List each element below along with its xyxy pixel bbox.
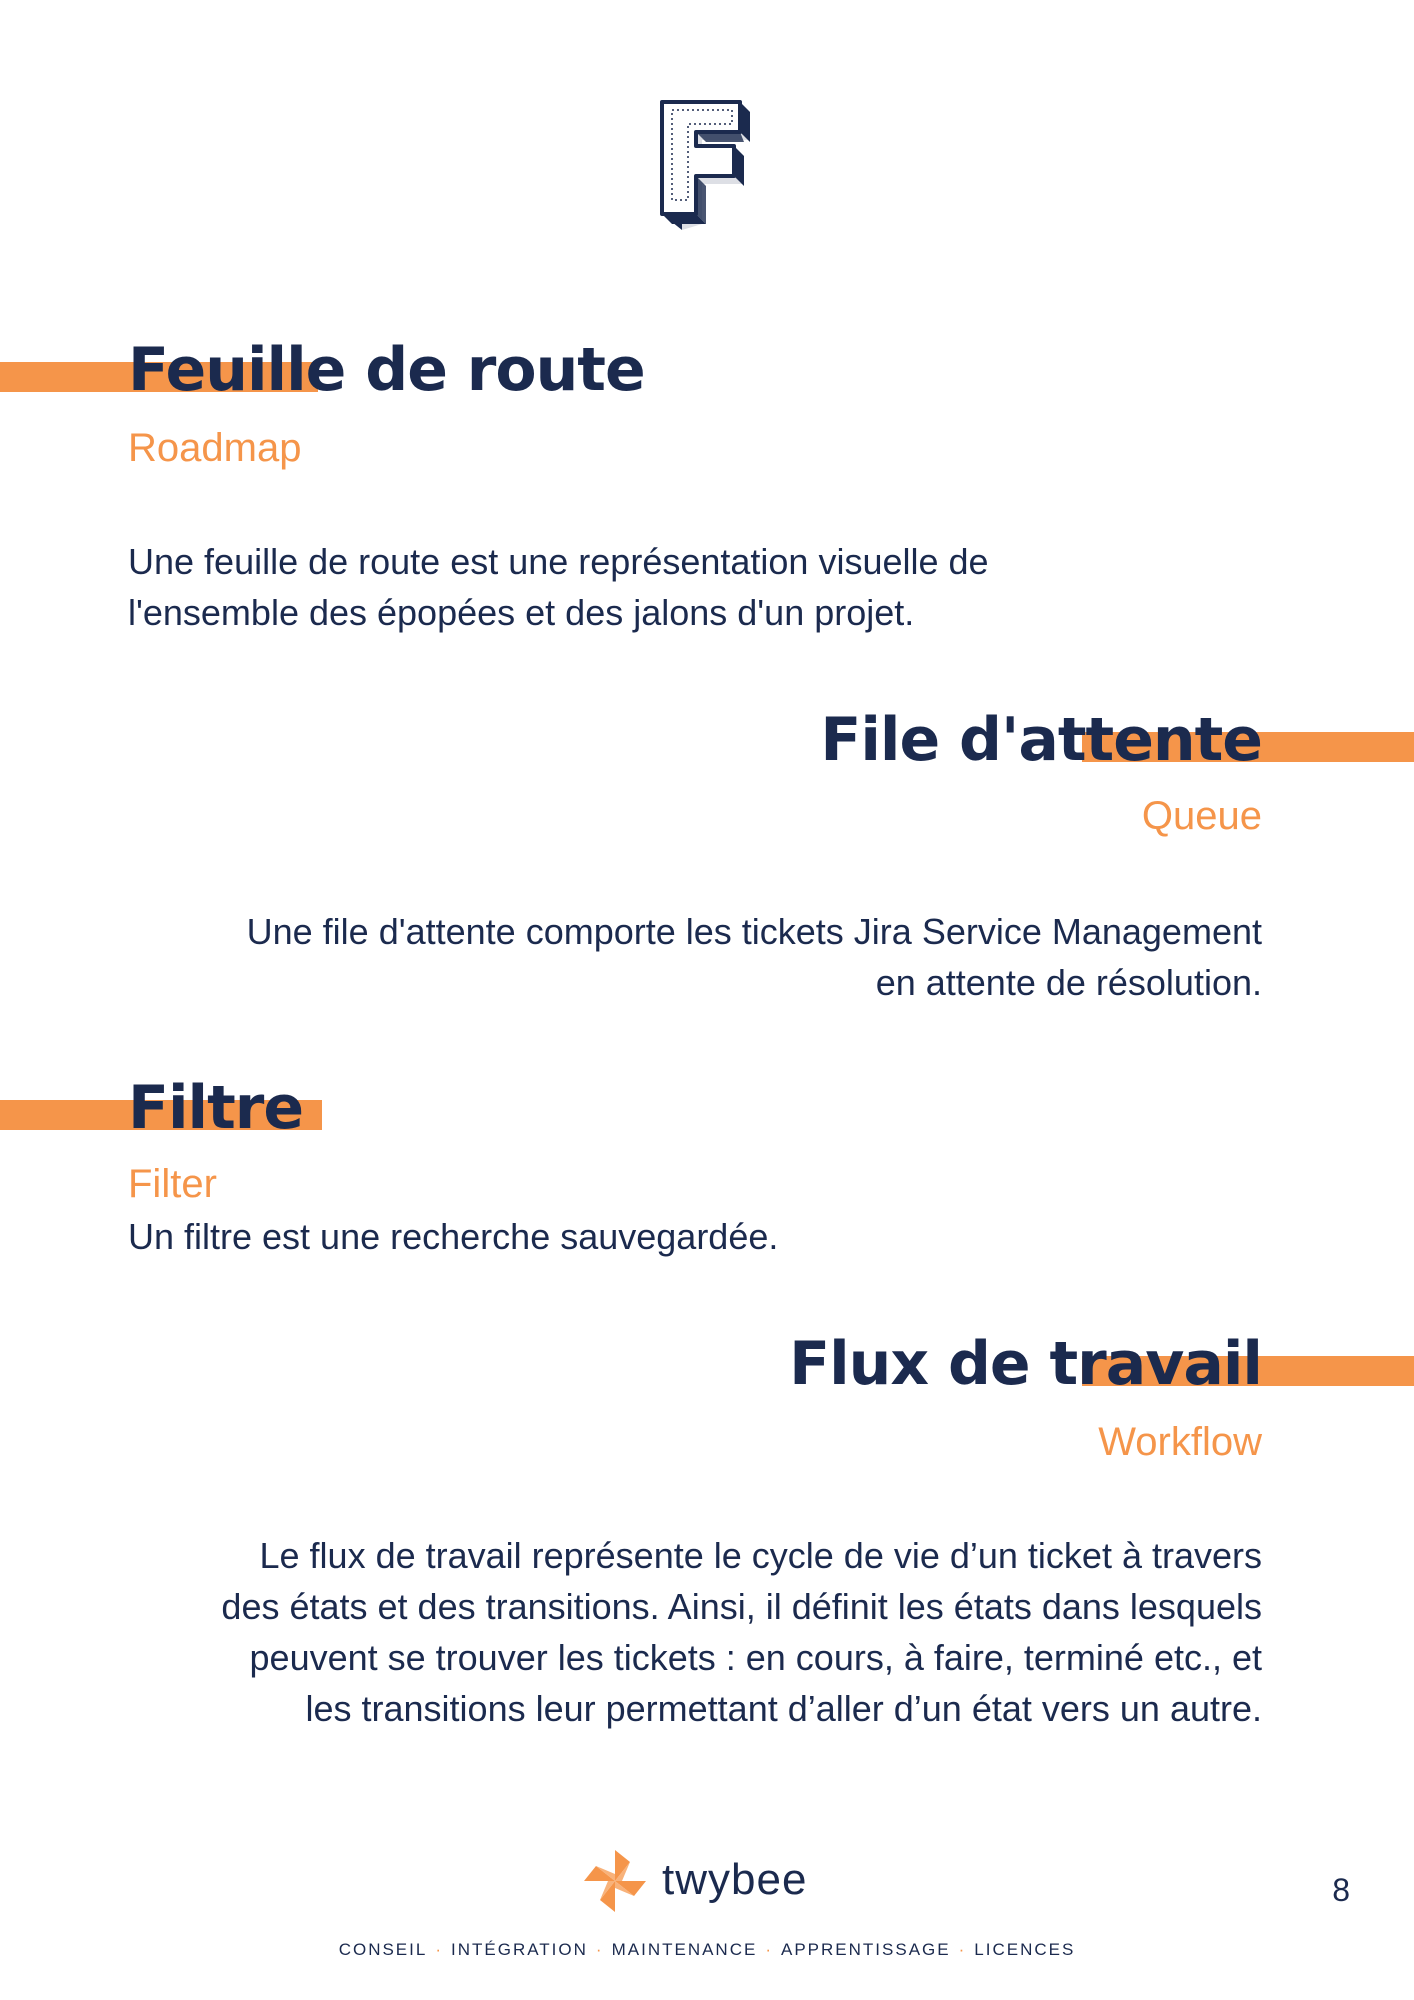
term-title: Flux de travail [789, 1329, 1262, 1399]
term-description-line: l'ensemble des épopées et des jalons d'un projet. [128, 592, 915, 633]
term-description-line: en attente de résolution. [875, 962, 1262, 1003]
term-description-line: Une feuille de route est une représentation visuelle de [128, 541, 989, 582]
term-english-translation: Roadmap [128, 426, 302, 470]
brand-name: twybee [662, 1855, 808, 1904]
page-number: 8 [1332, 1872, 1350, 1908]
service-item: LICENCES [974, 1940, 1076, 1959]
service-item: APPRENTISSAGE [781, 1940, 951, 1959]
separator-dot: · [435, 1940, 443, 1959]
term-title: Feuille de route [128, 335, 645, 405]
term-description-line: Le flux de travail représente le cycle de vie d’un ticket à travers [259, 1535, 1262, 1576]
service-item: INTÉGRATION [451, 1940, 588, 1959]
letter-f-3d-icon [658, 100, 754, 230]
term-description-line: Un filtre est une recherche sauvegardée. [128, 1216, 779, 1257]
term-description-line: Une file d'attente comporte les tickets Jira Service Management [246, 911, 1262, 952]
term-description-line: peuvent se trouver les tickets : en cours, à faire, terminé etc., et [249, 1637, 1262, 1678]
term-title: File d'attente [820, 705, 1262, 775]
twybee-pinwheel-icon [582, 1848, 648, 1914]
separator-dot: · [595, 1940, 604, 1959]
services-tagline [0, 1940, 1414, 1960]
term-title: Filtre [128, 1073, 304, 1143]
separator-dot: · [765, 1940, 773, 1959]
separator-dot: · [958, 1940, 967, 1959]
term-description-line: les transitions leur permettant d’aller d’un état vers un autre. [305, 1688, 1262, 1729]
service-item: MAINTENANCE [611, 1940, 758, 1959]
term-english-translation: Queue [1141, 794, 1262, 838]
service-item: CONSEIL [338, 1940, 428, 1959]
term-english-translation: Filter [128, 1162, 217, 1206]
term-english-translation: Workflow [1098, 1420, 1262, 1464]
term-description-line: des états et des transitions. Ainsi, il définit les états dans lesquels [221, 1586, 1262, 1627]
